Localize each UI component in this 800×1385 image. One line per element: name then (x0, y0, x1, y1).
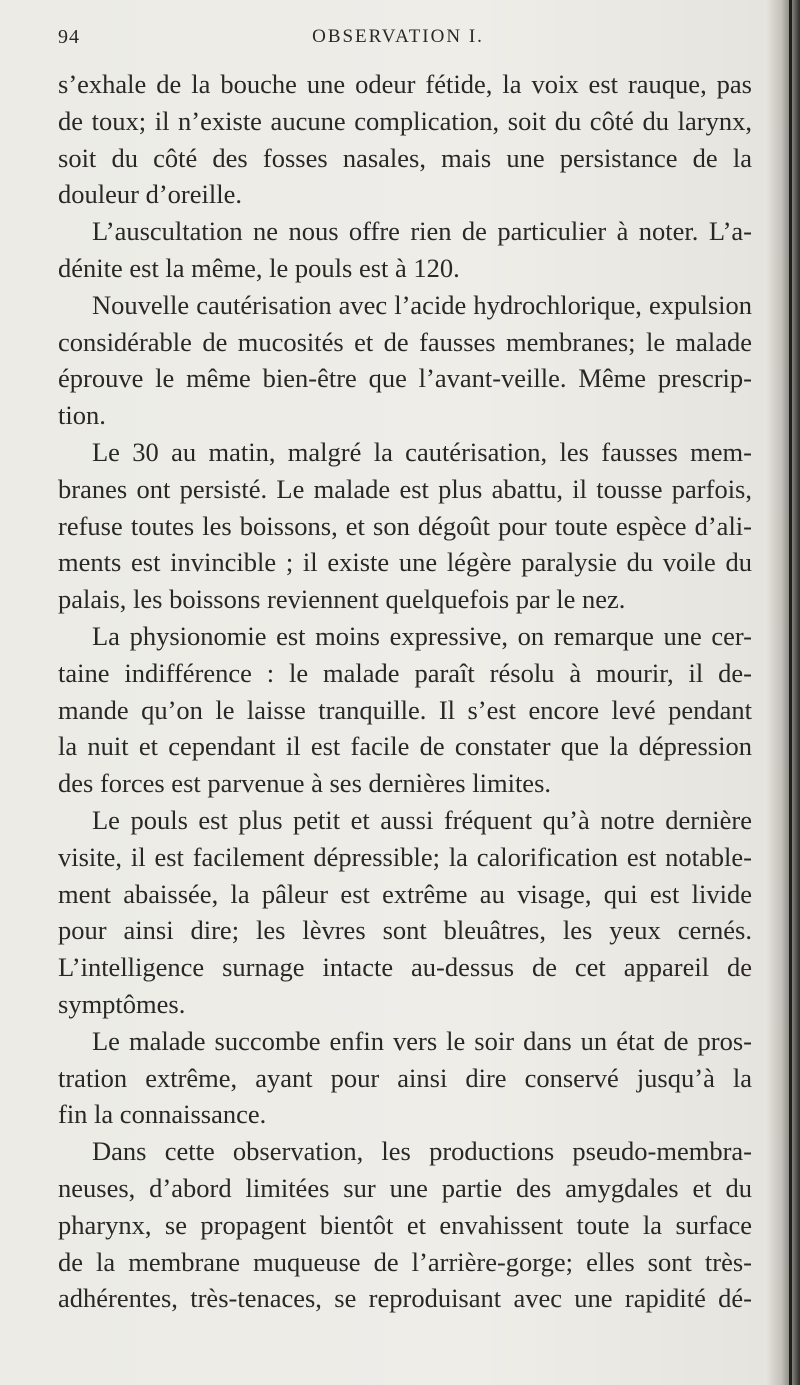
text-line: éprouve le même bien-être que l’avant-veille. Même prescrip- (58, 363, 752, 394)
page-edge-shadow (766, 0, 800, 1385)
text-line: refuse toutes les boissons, et son dégoût pour toute espèce d’ali- (58, 510, 752, 541)
text-line: Nouvelle cautérisation avec l’acide hydrochlorique, expulsion (92, 289, 752, 320)
text-line: des forces est parvenue à ses dernières limites. (58, 768, 552, 799)
text-line: de la membrane muqueuse de l’arrière-gorge; elles sont très- (58, 1246, 752, 1277)
text-line: Le malade succombe enfin vers le soir dans un état de pros- (92, 1025, 752, 1056)
text-line: visite, il est facilement dépressible; la calorification est notable- (58, 841, 752, 872)
text-line: Le 30 au matin, malgré la cautérisation, les fausses mem- (92, 436, 752, 467)
text-line: ment abaissée, la pâleur est extrême au visage, qui est livide (58, 878, 752, 909)
binding-edge (789, 0, 792, 1385)
text-line: branes ont persisté. Le malade est plus abattu, il tousse parfois, (58, 473, 752, 504)
text-line: Le pouls est plus petit et aussi fréquent qu’à notre dernière (92, 804, 752, 835)
text-line: pour ainsi dire; les lèvres sont bleuâtres, les yeux cernés. (58, 915, 752, 946)
text-line: fin la connaissance. (58, 1099, 267, 1130)
text-line: pharynx, se propagent bientôt et envahissent toute la surface (58, 1209, 752, 1240)
text-line: mande qu’on le laisse tranquille. Il s’est encore levé pendant (58, 694, 752, 725)
text-line: adhérentes, très-tenaces, se reproduisant avec une rapidité dé- (58, 1283, 752, 1314)
running-title: OBSERVATION I. (312, 26, 484, 47)
text-line: de toux; il n’existe aucune complication, soit du côté du larynx, (58, 105, 752, 136)
text-line: tion. (58, 400, 106, 431)
text-line: considérable de mucosités et de fausses membranes; le malade (58, 326, 752, 357)
page-number: 94 (58, 26, 80, 48)
text-line: dénite est la même, le pouls est à 120. (58, 252, 460, 283)
text-line: la nuit et cependant il est facile de constater que la dépression (58, 731, 752, 762)
text-line: ments est invincible ; il existe une légère paralysie du voile du (58, 547, 752, 578)
text-line: La physionomie est moins expressive, on remarque une cer- (92, 620, 752, 651)
text-line: taine indifférence : le malade paraît résolu à mourir, il de- (58, 657, 752, 688)
text-line: douleur d’oreille. (58, 179, 242, 210)
text-line: symptômes. (58, 988, 186, 1019)
text-line: L’auscultation ne nous offre rien de particulier à noter. L’a- (92, 216, 752, 247)
text-line: s’exhale de la bouche une odeur fétide, la voix est rauque, pas (58, 69, 752, 99)
body-text (58, 66, 752, 1317)
text-line: Dans cette observation, les productions pseudo-membra- (92, 1136, 752, 1167)
text-line: tration extrême, ayant pour ainsi dire conservé jusqu’à la (58, 1062, 752, 1093)
text-line: palais, les boissons reviennent quelquefois par le nez. (58, 584, 626, 615)
text-line: L’intelligence surnage intacte au-dessus de cet appareil de (58, 952, 752, 983)
text-line: soit du côté des fosses nasales, mais une persistance de la (58, 142, 752, 173)
page-header (58, 26, 738, 56)
text-line: neuses, d’abord limitées sur une partie des amygdales et du (58, 1172, 752, 1203)
